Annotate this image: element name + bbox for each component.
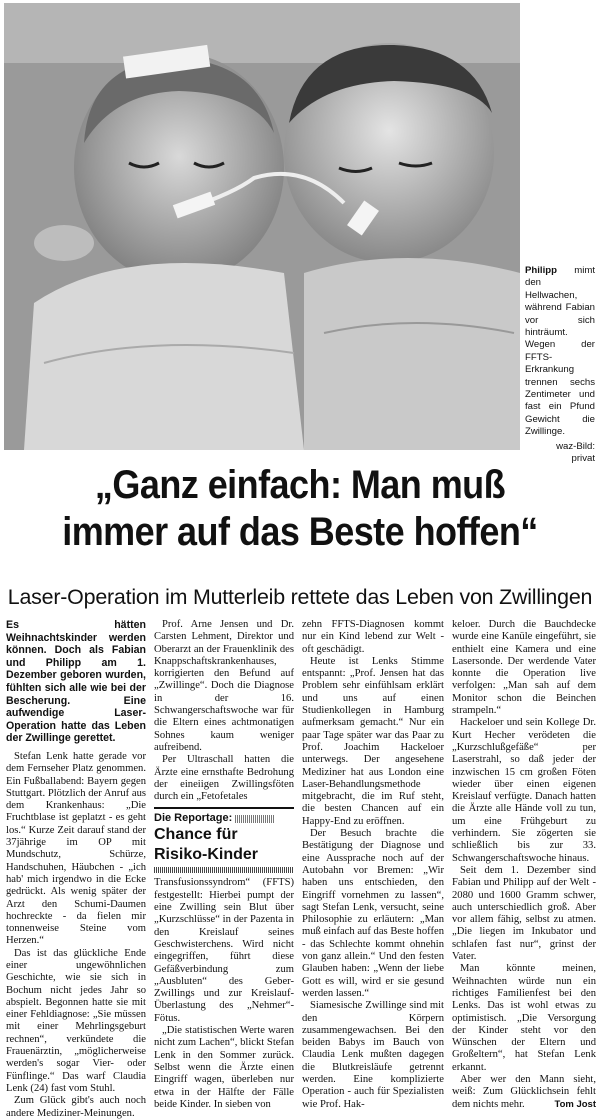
photo-credit-line1: waz-Bild: <box>556 440 595 452</box>
paragraph: Man könnte meinen, Weihnachten würde nun ein richtiges Familienfest bei den Lenks. Das ist wohl etwas zu optimistisch. „Die Versorgung der Kinder steht vor den Wünschen der Eltern und Großeltern“, hat Stefan Lenk erkannt. <box>452 963 596 1073</box>
paragraph: zehn FFTS-Diagnosen kommt nur ein Kind lebend zur Welt - oft geschädigt. <box>302 619 444 655</box>
reportage-kicker <box>154 811 294 825</box>
reportage-box <box>154 807 294 873</box>
paragraph: Das ist das glückliche Ende einer ungewöhnlichen Geschichte, wie sie sich in Bochum nicht jedes Jahr so abspielt. Begonnen hatte sie mit einer Fehldiagnose: „Sie müssen mit einer Mehrlingsgeburt rechnen“, verkündete die Frauenärztin, „möglicherweise werden's sogar Vier- oder Fünflinge.“ Das warf Claudia Lenk (24) fast vom Stuhl. <box>6 947 146 1094</box>
paragraph: „Die statistischen Werte waren nicht zum Lachen“, blickt Stefan Lenk in den Sommer zurück. Selbst wenn die Ärzte einen Eingriff wagen, überleben nur etwa in der Hälfte der Fälle beide Kinder. In sieben von <box>154 1025 294 1110</box>
headline <box>30 462 570 556</box>
dotted-rule <box>235 815 275 823</box>
paragraph: Per Ultraschall hatten die Ärzte eine ernsthafte Bedrohung der eineiigen Zwillingsföten durch ein „Fetofetales <box>154 754 294 803</box>
caption-name: Philipp <box>525 265 557 276</box>
caption-text: mimt den Hellwachen, während Fabian vor sich hinträumt. Wegen der FFTS-Erkrankung trennen sechs Zentimeter und fast ein Pfund Gewicht die Zwillinge. <box>525 265 595 438</box>
author-byline: Tom Jost <box>554 1098 596 1110</box>
article-column-4 <box>452 619 596 1111</box>
photo-credit-line2: privat <box>571 453 595 465</box>
dotted-rule <box>154 867 294 873</box>
paragraph: Hackeloer und sein Kollege Dr. Kurt Hecher verödeten die „Kurzschlußgefäße“ per Laserstrahl, so daß jeder der inzwischen 15 cm großen Föten wieder über einen eigenen Kreislauf verfügte. Danach hatten die Ärzte alle Hände voll zu tun, um eine Frühgeburt zu verhindern. Sie zögerten sie schließlich bis zur 33. Schwangerschaftswoche hinaus. <box>452 717 596 864</box>
article-column-3 <box>302 619 444 1111</box>
headline-line-1: „Ganz einfach: Man muß <box>94 463 506 507</box>
reportage-title-line-2: Risiko-Kinder <box>154 846 259 864</box>
twins-photo-image <box>4 3 520 450</box>
paragraph: Prof. Arne Jensen und Dr. Carsten Lehment, Direktor und Oberarzt an der Frauenklinik des Knappschaftskrankenhauses, korrigierten den Befund auf „Zwillinge“. Doch die Diagnose in der 16. Schwangerschaftswoche war für die Eltern eines achtmonatigen Sohnes kaum weniger aufreibend. <box>154 619 294 753</box>
paragraph: Stefan Lenk hatte gerade vor dem Fernseher Platz genommen. Ein Fußballabend: Bayern gegen Stuttgart. Plötzlich der Anruf aus dem Krankenhaus: „Die Fruchtblase ist geplatzt - es geht los.“ Kurze Zeit darauf stand der 37jährige im OP mit Mundschutz, Schürze, Handschuhen, Häubchen - „ich hab' mich irgendwo in die Ecke gedrückt. Als wenig später der Arzt den Schumi-Daumen hochreckte - da fielen mir tonnenweise Steine vom Herzen.“ <box>6 750 146 947</box>
article-column-1 <box>6 619 146 1120</box>
article-column-2 <box>154 619 294 1111</box>
paragraph: Siamesische Zwillinge sind mit den Körpern zusammengewachsen. Bei den beiden Babys im Bauch von Claudia Lenk mußten dagegen die Blutkreisläufe getrennt werden. Eine komplizierte Operation - auch für Spezialisten wie Prof. Hak- <box>302 1000 444 1110</box>
paragraph: Transfusionssyndrom“ (FFTS) festgestellt: Hierbei pumpt der eine Zwilling sein Blut über „Kurzschlüsse“ in der Pazenta in den Kreislauf seines Geschwisterchens. Wird nicht eingegriffen, führt diese Gefäßverbindung zum „Ausbluten“ des Geber-Zwillings und zur Kreislauf-Überlastung des „Nehmer“-Fötus. <box>154 877 294 1024</box>
paragraph: Zum Glück gibt's auch noch andere Mediziner-Meinungen. <box>6 1095 146 1119</box>
subheadline: Laser-Operation im Mutterleib rettete das Leben von Zwillingen <box>7 585 593 609</box>
headline-line-2: immer auf das Beste hoffen“ <box>62 510 538 554</box>
paragraph: Der Besuch brachte die Bestätigung der Diagnose und eine Aussprache noch auf der Autobahn vor Bremen: „Wir haben uns entschieden, den Eingriff vornehmen zu lassen“, sagt Stefan Lenk, versucht, seine Philosophie zu erläutern: „Man muß einfach auf das Beste hoffen - das Schlechte kommt ohnehin von ganz allein.“ Und den festen Glauben haben: „Wenn der liebe Gott es will, wird er sie gesund werden lassen.“ <box>302 828 444 999</box>
reportage-title-line-1: Chance für <box>154 826 238 844</box>
twins-photo <box>4 3 520 450</box>
reportage-kicker-text: Die Reportage: <box>154 812 233 825</box>
paragraph: keloer. Durch die Bauchdecke wurde eine Kanüle eingeführt, sie enthielt eine Kamera und eine Lasersonde. Der werdende Vater konnte die Operation live verfolgen: „Man sah auf dem Monitor schon die Beinchen strampeln.“ <box>452 619 596 717</box>
paragraph: Seit dem 1. Dezember sind Fabian und Philipp auf der Welt - 2080 und 1600 Gramm schwer, auch unterschiedlich groß. Aber vor allem fähig, selbst zu atmen. „Die liegen im Inkubator und schlafen fast nur“, grinst der Vater. <box>452 864 596 963</box>
paragraph <box>452 1074 596 1111</box>
photo-caption <box>525 265 595 466</box>
article-lead: Es hätten Weihnachtskinder werden können. Doch als Fabian und Philipp am 1. Dezember geboren wurden, fühlten sich alle wie bei der Bescherung. Eine aufwendige Laser-Operation hatte das Leben der Zwillinge gerettet. <box>6 619 146 745</box>
closing-text: Aber wer den Mann sieht, weiß: Zum Glücklichsein fehlt dem nichts mehr. <box>452 1073 596 1110</box>
paragraph: Heute ist Lenks Stimme entspannt: „Prof. Jensen hat das Problem sehr einfühlsam erklärt und uns auf einen Studienkollegen in Hamburg aufmerksam gemacht.“ Nur ein paar Tage später war das Paar zu Prof. Joachim Hackeloer unterwegs. Der angesehene Mediziner hat aus London eine Laser-Behandlungsmethode mitgebracht, die im Ruf steht, die besten Chancen auf ein Happy-End zu eröffnen. <box>302 655 444 827</box>
